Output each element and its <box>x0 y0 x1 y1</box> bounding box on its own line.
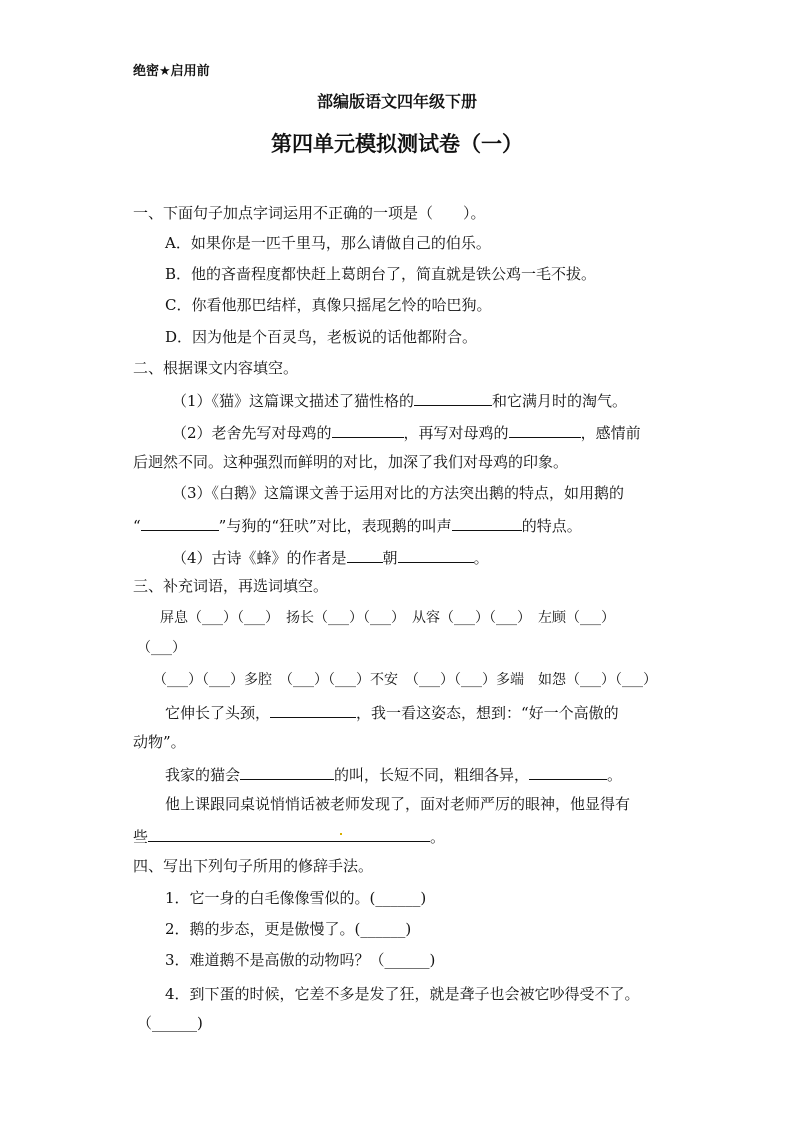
blank-line[interactable] <box>347 546 383 563</box>
q1-title: 一、下面句子加点字词运用不正确的一项是（ ）。 <box>133 204 486 222</box>
blank-line[interactable] <box>240 763 334 780</box>
q2-item3-cont: “ ”与狗的“狂吠”对比，表现鹅的叫声 的特点。 <box>133 514 582 536</box>
confidential-label: 绝密★启用前 <box>133 64 210 79</box>
q2-item2: （2）老舍先写对母鸡的 ，再写对母鸡的 ，感情前 <box>172 421 641 443</box>
yellow-dot-mark <box>340 833 342 835</box>
blank-line[interactable] <box>332 421 404 438</box>
q1-option-d: D．因为他是个百灵鸟，老板说的话他都附合。 <box>165 328 478 346</box>
q4-item4: 4．到下蛋的时候，它差不多是发了狂，就是聋子也会被它吵得受不了。 <box>165 985 640 1003</box>
q2-title: 二、根据课文内容填空。 <box>133 359 299 377</box>
blank-line[interactable] <box>529 763 607 780</box>
blank-line[interactable] <box>270 701 356 718</box>
q2-item1: （1）《猫》这篇课文描述了猫性格的 和它满月时的淘气。 <box>172 389 627 411</box>
q2-item2-cont: 后迥然不同。这种强烈而鲜明的对比，加深了我们对母鸡的印象。 <box>133 453 569 471</box>
q3-sentence1-cont: 动物”。 <box>133 733 186 751</box>
exam-title: 第四单元模拟测试卷（一） <box>271 132 523 156</box>
q1-option-c: C．你看他那巴结样，真像只摇尾乞怜的哈巴狗。 <box>165 296 492 314</box>
q4-item2: 2．鹅的步态，更是傲慢了。(______) <box>165 920 412 938</box>
q3-title: 三、补充词语，再选词填空。 <box>133 577 329 595</box>
blank-line[interactable] <box>398 546 474 563</box>
blank-line[interactable] <box>452 514 522 531</box>
q3-word-row1: 屏息（___）（___） 扬长（___）（___） 从容（___）（___） 左顾（___） <box>160 610 615 626</box>
blank-line[interactable] <box>141 514 219 531</box>
blank-line[interactable] <box>509 421 581 438</box>
q3-sentence3: 他上课跟同桌说悄悄话被老师发现了，面对老师严厉的眼神，他显得有 <box>165 795 631 813</box>
blank-line[interactable] <box>414 389 492 406</box>
q2-item3: （3）《白鹅》这篇课文善于运用对比的方法突出鹅的特点，如用鹅的 <box>172 484 625 502</box>
book-title: 部编版语文四年级下册 <box>316 92 477 111</box>
q3-sentence2: 我家的猫会 的叫，长短不同，粗细各异， 。 <box>165 763 622 785</box>
q3-sentence1: 它伸长了头颈， ，我一看这姿态，想到：“好一个高傲的 <box>165 701 619 723</box>
blank-line[interactable] <box>148 825 430 842</box>
q4-item4-cont: （______) <box>137 1014 203 1032</box>
q1-option-a: A．如果你是一匹千里马，那么请做自己的伯乐。 <box>165 234 491 252</box>
q1-option-b: B．他的吝啬程度都快赶上葛朗台了，简直就是铁公鸡一毛不拔。 <box>165 265 597 283</box>
q2-item4: （4）古诗《蜂》的作者是 朝 。 <box>172 546 489 568</box>
q4-title: 四、写出下列句子所用的修辞手法。 <box>133 857 374 875</box>
q4-item3: 3．难道鹅不是高傲的动物吗？（______) <box>165 951 436 969</box>
q3-sentence3-cont: 些 。 <box>133 825 445 847</box>
q3-word-row2: （___）（___）多腔 （___）（___）不安 （___）（___）多端 如怨（___）（___） <box>153 672 657 688</box>
q4-item1: 1．它一身的白毛像像雪似的。(______) <box>165 889 427 907</box>
q3-word-row1-cont: （___） <box>137 640 186 656</box>
